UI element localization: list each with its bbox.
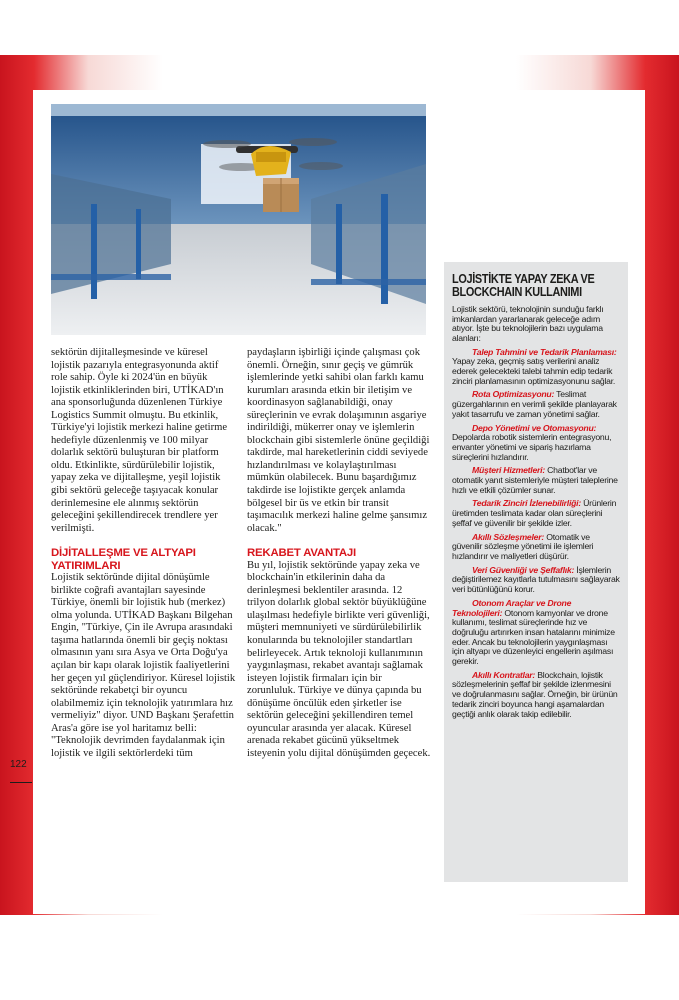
sidebar-item-text: Otonom kamyonlar ve drone kullanımı, teslimat süreçlerinde hız ve doğruluğu artırırken insan hatalarını minimize eder. Ancak bu teknolojilerin yaygınlaşması için altyapı ve düzenleyici engellerin aşılması gerekir. bbox=[452, 607, 615, 667]
sidebar-item-text: Otomatik ve güvenilir sözleşme yönetimi ile işlemleri hızlandırır ve maliyetleri düşürür. bbox=[452, 531, 594, 561]
sidebar-item bbox=[452, 424, 620, 463]
heading-rekabet-avantaji: REKABET AVANTAJI bbox=[247, 547, 357, 560]
sidebar-item-lead: Depo Yönetimi ve Otomasyonu: bbox=[472, 422, 597, 433]
page-number-rule bbox=[10, 782, 32, 783]
sidebar-item bbox=[452, 599, 620, 667]
page-number: 122 bbox=[10, 759, 27, 770]
sidebar-item-text: Yapay zeka, geçmiş satış verilerini analiz ederek gelecekteki talebi tahmin edip tedarik zinciri planlamasının optimizasyonunu sağlar. bbox=[452, 356, 616, 386]
sidebar-item-lead: Rota Optimizasyonu: bbox=[472, 389, 555, 400]
heading-dijitallesme: DİJİTALLEŞME VE ALTYAPI YATIRIMLARI bbox=[51, 547, 196, 572]
sidebar-item bbox=[452, 466, 620, 495]
sidebar-box bbox=[444, 262, 628, 882]
sidebar-item bbox=[452, 566, 620, 595]
sidebar-item-lead: Otonom Araçlar ve Drone Teknolojileri: bbox=[452, 597, 572, 618]
col2-paragraph-2: Bu yıl, lojistik sektöründe yapay zeka ve blockchain'in etkilerinin daha da derinleşmesi beklentiler arasında. 12 trilyon dolarlık global sektör büyüklüğüne ulaşılması hedefiyle birlikte veri güvenliği, müşteri memnuniyeti ve sürdürülebilirlik konularında bu teknolojiler standartları belirleyecek. Artık teknoloji kullanımının yaygınlaşması, rekabet avantajı sağlamak isteyen lojistik firmaları için bir zorunluluk. Türkiye ve dünya çapında bu dönüşüme öncülük eden şirketler ise sektörün geleceğini şekillendiren temel oyuncular arasında yer alacak. Küresel arenada rekabet gücünü yükseltmek isteyenin yolu dijital dönüşümden geçecek. bbox=[247, 559, 431, 759]
sidebar-item-text: Chatbot'lar ve otomatik yanıt sistemleriyle müşteri taleplerine hızlı ve etkili çözümler sunar. bbox=[452, 465, 618, 495]
sidebar-item bbox=[452, 390, 620, 419]
sidebar-item-text: İşlemlerin değiştirilemez kayıtlarla tutulmasını sağlayarak veri bütünlüğünü korur. bbox=[452, 564, 620, 595]
sidebar-item-lead: Akıllı Sözleşmeler: bbox=[472, 531, 545, 542]
sidebar-item-lead: Tedarik Zinciri İzlenebilirliği: bbox=[472, 498, 581, 509]
sidebar-item bbox=[452, 671, 620, 720]
sidebar-item-text: Ürünlerin üretimden teslimata kadar olan süreçlerini şeffaf ve güvenilir bir şekilde izler. bbox=[452, 498, 617, 528]
sidebar-item bbox=[452, 533, 620, 562]
article-column-1 bbox=[51, 347, 236, 760]
sidebar-intro: Lojistik sektörü, teknolojinin sunduğu farklı imkanlardan yararlanarak geleceğe adım atıyor. İşte bu teknolojilerin bazı uygulama alanları: bbox=[452, 303, 604, 343]
sidebar-item-text: Depolarda robotik sistemlerin entegrasyonu, envanter yönetimi ve sipariş hazırlama süreçlerini hızlandırır. bbox=[452, 432, 612, 462]
sidebar-title: LOJİSTİKTE YAPAY ZEKA VE BLOCKCHAIN KULLANIMI bbox=[452, 271, 595, 300]
col2-paragraph-1: paydaşların işbirliği içinde çalışması çok önemli. Örneğin, sınır geçiş ve gümrük işlemlerinde yetki sahibi olan farklı kamu kurumları arasında etkin bir iletişim ve koordinasyon sağlanabildiği, onay süreçlerinin ve evrak dolaşımının asgariye indirildiği, mükerrer onay ve işlemlerin blockchain gibi sistemlerle önüne geçildiği takdirde, mal hareketlerinin ciddi seviyede hızlandırılması ve kolaylaştırılması mümkün olabilecek. Bunu başardığımız takdirde ise lojistikte gerçek anlamda bölgesel bir üs ve etkin bir transit taşımacılık merkezi haline gelme şansımız olacak." bbox=[247, 347, 430, 534]
sidebar-item-lead: Akıllı Kontratlar: bbox=[472, 669, 536, 680]
article-column-2 bbox=[247, 347, 432, 760]
sidebar-item-lead: Müşteri Hizmetleri: bbox=[472, 465, 545, 476]
sidebar-item-text: Blockchain, lojistik sözleşmelerinin şeffaf bir şekilde izlenmesini ve doğrulanmasını sağlar. Örneğin, bir ürünün tedarik zinciri boyunca hangi aşamalardan geçtiği anlık olarak takip edilebilir. bbox=[452, 669, 618, 719]
sidebar-item bbox=[452, 348, 620, 387]
col1-paragraph-1: sektörün dijitalleşmesinde ve küresel lojistik pazarıyla entegrasyonunda aktif role sahip. Öyle ki 2024'ün en büyük lojistik etkinliklerinden biri, UTİKAD'ın ana sponsorluğunda düzenlenen Türkiye Logistics Summit olmuştu. Bu etkinlik, Türkiye'yi lojistik merkezi haline getirme hedefiyle düzenlenmiş ve 100 milyar dolarlık sektörü buluşturan bir platform oldu. Etkinlikte, sürdürülebilir lojistik, yapay zeka ve dijitalleşme, yeşil lojistik gibi sektörü geleceğe taşıyacak konular derinlemesine ele alınmış sektörün geleceğini şekillendirecek trendlere yer verilmişti. bbox=[51, 347, 228, 534]
col1-paragraph-2: Lojistik sektöründe dijital dönüşümle birlikte coğrafi avantajları sayesinde Türkiye, önemli bir lojistik hub (merkez) olma yolunda. UTİKAD Başkanı Bilgehan Engin, "Türkiye, Çin ile Avrupa arasındaki taşıma hatlarında önemli bir geçiş noktası olmasının yanı sıra Asya ve Orta Doğu'ya açılan bir kapı olarak lojistik faaliyetlerini her geçen yıl güçlendiriyor. Küresel lojistik sektöründe rekabetçi bir oyuncu olabilmemiz için teknolojik yatırımlara hız vermeliyiz" diyor. UND Başkanı Şerafettin Aras'a göre ise yol haritamız belli: "Teknolojik devrimden faydalanmak için lojistik ve ilgili sektörlerdeki tüm bbox=[51, 572, 236, 759]
sidebar-item-text: Teslimat güzergahlarının en verimli şekilde planlayarak yakıt tasarrufu ve zaman yönetimi sağlar. bbox=[452, 389, 617, 419]
sidebar-item-lead: Veri Güvenliği ve Şeffaflık: bbox=[472, 564, 575, 575]
sidebar-item-lead: Talep Tahmini ve Tedarik Planlaması: bbox=[472, 346, 617, 357]
sidebar-item bbox=[452, 499, 620, 528]
drone-warehouse-photo bbox=[51, 104, 426, 335]
